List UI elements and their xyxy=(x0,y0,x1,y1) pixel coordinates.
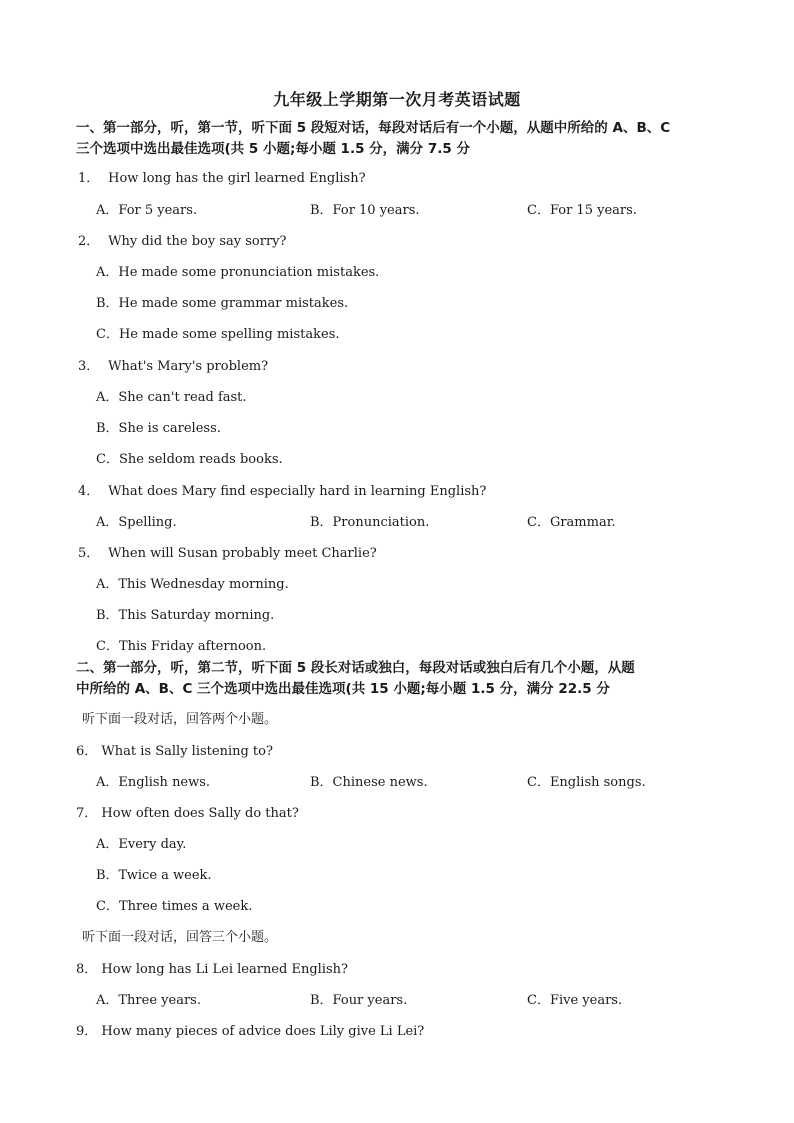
option-a: A．Spelling. xyxy=(96,515,177,530)
question-text: Why did the boy say sorry? xyxy=(108,234,287,249)
question-6 xyxy=(76,740,273,759)
question-5 xyxy=(78,542,377,561)
option-a: A．Every day. xyxy=(96,837,187,852)
option-c: C．He made some spelling mistakes. xyxy=(96,327,340,342)
question-text: How long has the girl learned English? xyxy=(108,171,366,186)
question-text: How long has Li Lei learned English? xyxy=(101,962,348,977)
option-b: B．Four years. xyxy=(310,993,408,1008)
page-title: 九年级上学期第一次月考英语试题 xyxy=(273,90,521,109)
question-number: 1． xyxy=(78,171,100,186)
question-1 xyxy=(78,167,366,186)
option-b: B．Twice a week. xyxy=(96,868,212,883)
option-c: C．She seldom reads books. xyxy=(96,452,283,467)
question-7 xyxy=(76,802,299,821)
question-number: 5． xyxy=(78,546,100,561)
option-a: A．English news. xyxy=(96,775,211,790)
option-a: A．For 5 years. xyxy=(96,203,198,218)
question-number: 6． xyxy=(76,744,98,759)
option-c: C．English songs. xyxy=(527,775,646,790)
listening-instruction: 听下面一段对话，回答三个小题。 xyxy=(82,930,278,945)
question-text: When will Susan probably meet Charlie? xyxy=(108,546,377,561)
option-a: A．This Wednesday morning. xyxy=(96,577,289,592)
question-text: What is Sally listening to? xyxy=(101,744,273,759)
option-a: A．She can't read fast. xyxy=(96,390,247,405)
option-a: A．He made some pronunciation mistakes. xyxy=(96,265,380,280)
option-c: C．Five years. xyxy=(527,993,623,1008)
section-heading-line: 三个选项中选出最佳选项(共 5 小题;每小题 1.5 分，满分 7.5 分 xyxy=(76,141,470,157)
option-b: B．For 10 years. xyxy=(310,203,420,218)
question-text: What does Mary find especially hard in learning English? xyxy=(108,484,487,499)
section-heading-part2 xyxy=(76,658,766,700)
question-number: 3． xyxy=(78,359,100,374)
question-4 xyxy=(78,480,486,499)
option-b: B．He made some grammar mistakes. xyxy=(96,296,349,311)
option-c: C．For 15 years. xyxy=(527,203,637,218)
question-number: 8． xyxy=(76,962,98,977)
question-number: 4． xyxy=(78,484,100,499)
question-number: 2． xyxy=(78,234,100,249)
question-3 xyxy=(78,355,268,374)
option-b: B．She is careless. xyxy=(96,421,221,436)
question-9 xyxy=(76,1020,424,1039)
question-8 xyxy=(76,958,348,977)
question-text: How often does Sally do that? xyxy=(101,806,299,821)
option-c: C．This Friday afternoon. xyxy=(96,639,267,654)
section-heading-line: 中所给的 A、B、C 三个选项中选出最佳选项(共 15 小题;每小题 1.5 分，满分 22.5 分 xyxy=(76,681,610,697)
option-a: A．Three years. xyxy=(96,993,201,1008)
option-b: B．This Saturday morning. xyxy=(96,608,275,623)
section-heading-line: 一、第一部分，听，第一节，听下面 5 段短对话，每段对话后有一个小题，从题中所给的 A、B、C xyxy=(76,120,671,136)
option-c: C．Three times a week. xyxy=(96,899,253,914)
listening-instruction: 听下面一段对话，回答两个小题。 xyxy=(82,712,278,727)
question-text: How many pieces of advice does Lily give Li Lei? xyxy=(101,1024,425,1039)
question-number: 9． xyxy=(76,1024,98,1039)
question-text: What's Mary's problem? xyxy=(108,359,269,374)
option-b: B．Pronunciation. xyxy=(310,515,430,530)
option-c: C．Grammar. xyxy=(527,515,616,530)
section-heading-part1 xyxy=(76,118,766,160)
question-number: 7． xyxy=(76,806,98,821)
question-2 xyxy=(78,230,286,249)
option-b: B．Chinese news. xyxy=(310,775,428,790)
section-heading-line: 二、第一部分，听，第二节，听下面 5 段长对话或独白，每段对话或独白后有几个小题，从题 xyxy=(76,660,635,676)
